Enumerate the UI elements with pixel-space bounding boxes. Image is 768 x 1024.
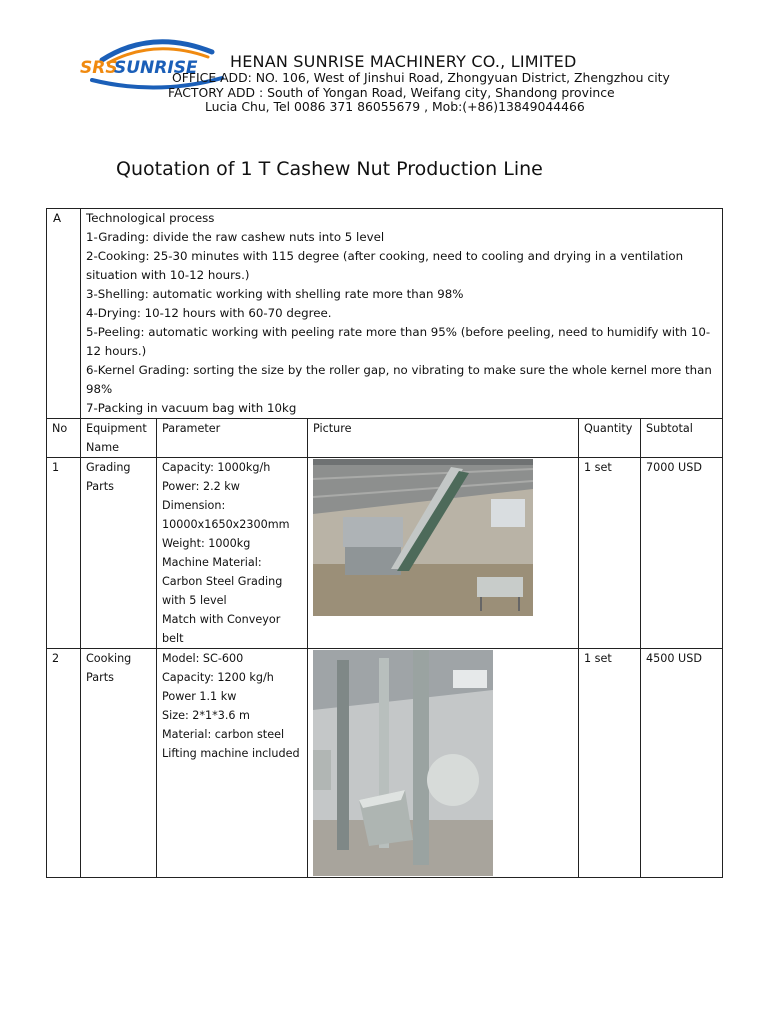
quotation-table xyxy=(46,208,723,878)
parameter-item: Machine Material: Carbon Steel Grading with 5 level xyxy=(162,556,283,607)
parameter-item: Lifting machine included xyxy=(162,747,300,760)
parameter-item: Match with Conveyor belt xyxy=(162,613,281,645)
process-step: 1-Grading: divide the raw cashew nuts into 5 level xyxy=(86,230,385,244)
parameter-item: Size: 2*1*3.6 m xyxy=(162,709,250,722)
cooking-machine-photo xyxy=(313,650,573,876)
header-equipment: Equipment Name xyxy=(81,419,157,458)
process-row xyxy=(47,209,723,419)
factory-address: FACTORY ADD : South of Yongan Road, Weifang city, Shandong province xyxy=(168,85,615,100)
letterhead xyxy=(0,0,768,130)
process-step: 2-Cooking: 25-30 minutes with 115 degree (after cooking, need to cooling and drying in a ventilation situation with 10-12 hours.) xyxy=(86,249,684,282)
row-parameters xyxy=(157,458,308,649)
table-row xyxy=(47,649,723,878)
row-parameters xyxy=(157,649,308,878)
parameter-item: Capacity: 1200 kg/h xyxy=(162,671,274,684)
document-title: Quotation of 1 T Cashew Nut Production Line xyxy=(116,158,543,180)
process-step: 4-Drying: 10-12 hours with 60-70 degree. xyxy=(86,306,332,320)
header-parameter: Parameter xyxy=(157,419,308,458)
process-step: 6-Kernel Grading: sorting the size by the roller gap, no vibrating to make sure the whole kernel more than 98% xyxy=(86,363,712,396)
row-quantity: 1 set xyxy=(579,458,641,649)
svg-text:SRS: SRS xyxy=(80,58,118,78)
parameter-item: Model: SC-600 xyxy=(162,652,244,665)
row-picture xyxy=(308,458,579,649)
parameter-item: Capacity: 1000kg/h xyxy=(162,461,271,474)
row-equipment: Grading Parts xyxy=(81,458,157,649)
header-subtotal: Subtotal xyxy=(641,419,723,458)
row-no: 2 xyxy=(47,649,81,878)
grading-machine-photo xyxy=(313,459,573,616)
parameter-item: Power: 2.2 kw xyxy=(162,480,240,493)
process-step: 3-Shelling: automatic working with shelling rate more than 98% xyxy=(86,287,464,301)
section-label: A xyxy=(47,209,81,419)
header-no: No xyxy=(47,419,81,458)
process-description xyxy=(81,209,723,419)
svg-text:SUNRISE: SUNRISE xyxy=(114,58,198,78)
table-header-row xyxy=(47,419,723,458)
process-step: 5-Peeling: automatic working with peeling rate more than 95% (before peeling, need to humidify with 10-12 hours.) xyxy=(86,325,711,358)
parameter-item: Dimension: 10000x1650x2300mm xyxy=(162,499,290,531)
header-quantity: Quantity xyxy=(579,419,641,458)
row-no: 1 xyxy=(47,458,81,649)
parameter-item: Material: carbon steel xyxy=(162,728,285,741)
process-step: 7-Packing in vacuum bag with 10kg xyxy=(86,401,297,415)
contact-info: Lucia Chu, Tel 0086 371 86055679 , Mob:(+86)13849044466 xyxy=(205,99,585,114)
header-picture: Picture xyxy=(308,419,579,458)
parameter-item: Power 1.1 kw xyxy=(162,690,237,703)
company-name: HENAN SUNRISE MACHINERY CO., LIMITED xyxy=(230,52,577,71)
table-row xyxy=(47,458,723,649)
parameter-item: Weight: 1000kg xyxy=(162,537,251,550)
row-subtotal: 7000 USD xyxy=(641,458,723,649)
row-picture xyxy=(308,649,579,878)
row-quantity: 1 set xyxy=(579,649,641,878)
office-address: OFFICE ADD: NO. 106, West of Jinshui Road, Zhongyuan District, Zhengzhou city xyxy=(172,70,670,85)
row-subtotal: 4500 USD xyxy=(641,649,723,878)
process-heading: Technological process xyxy=(86,211,215,225)
row-equipment: Cooking Parts xyxy=(81,649,157,878)
